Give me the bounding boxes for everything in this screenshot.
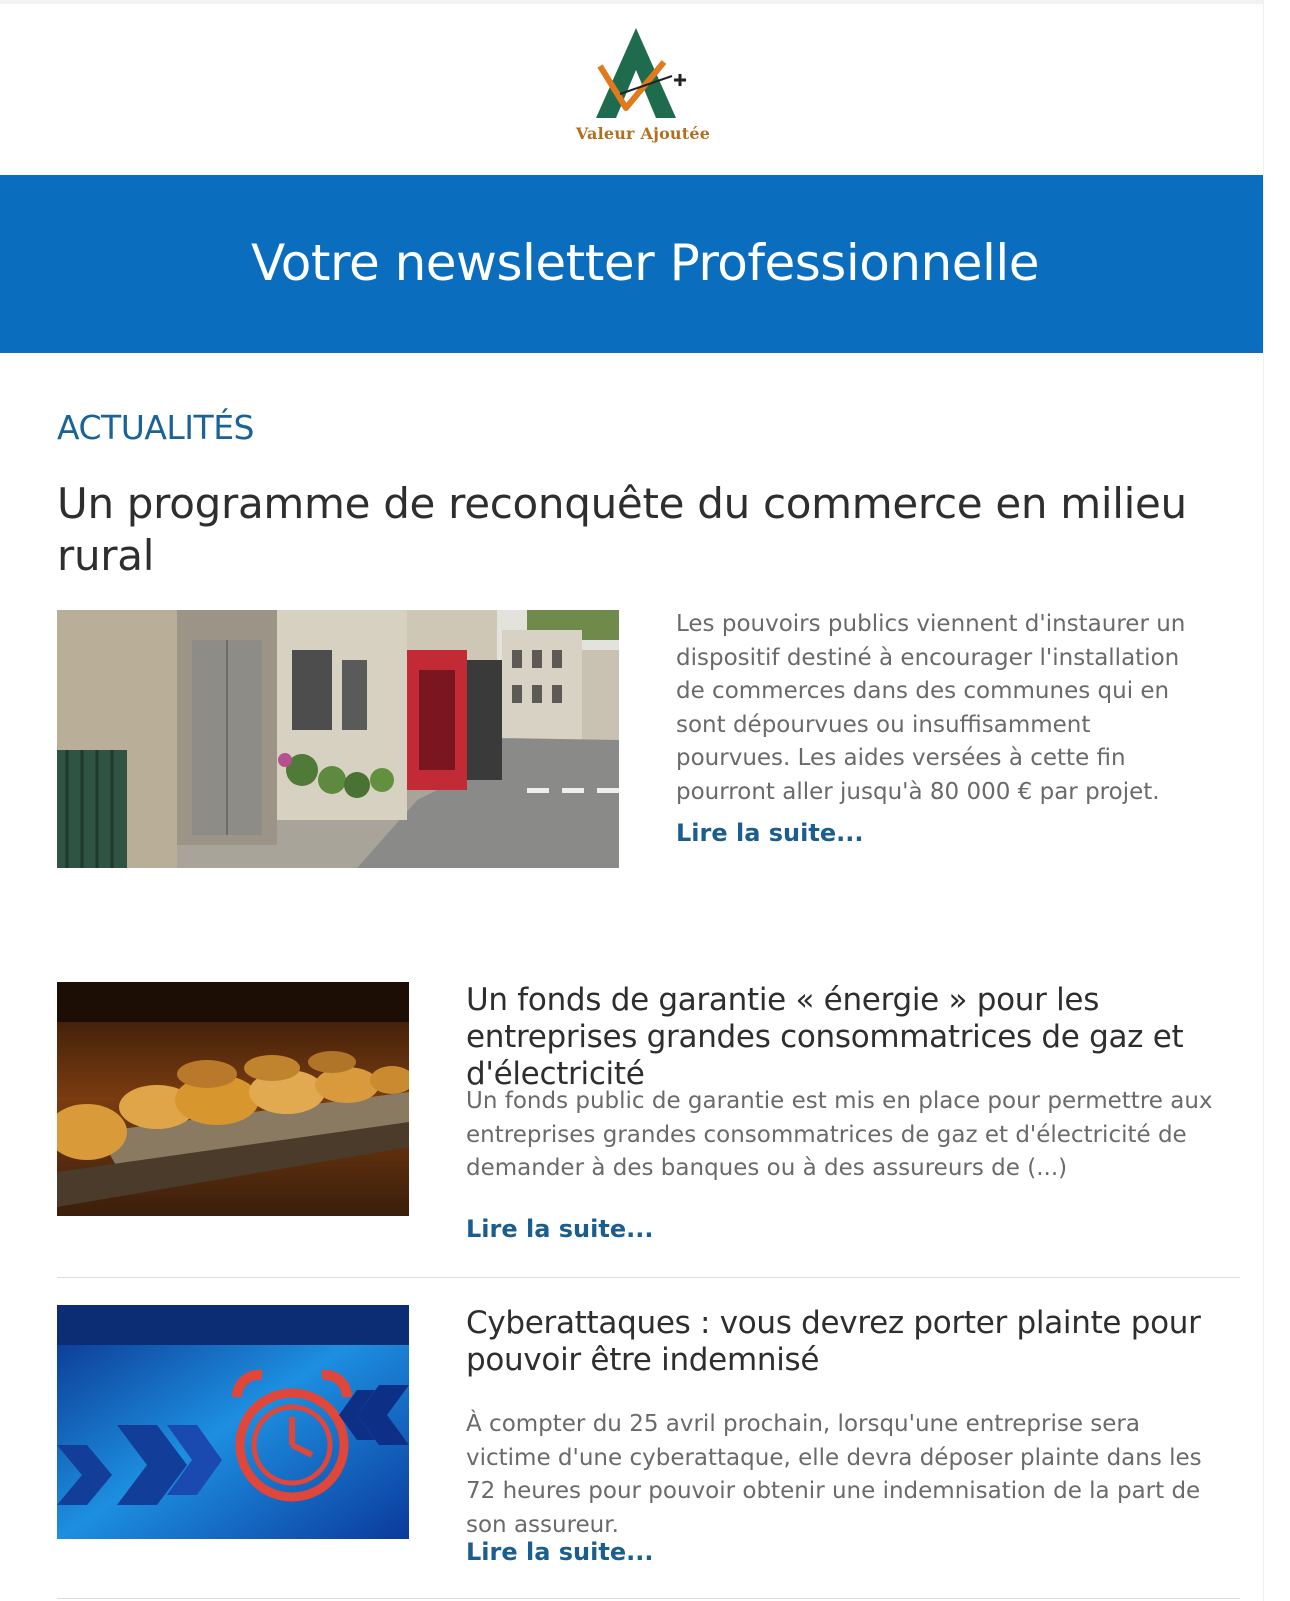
featured-excerpt: Les pouvoirs publics viennent d'instaurer un dispositif destiné à encourager l'installation de commerces dans des communes qui en sont dépourvues ou insuffisamment pourvues. Les aides versées à cette fin pourront aller jusqu'à 80 000 € par projet. (676, 611, 1186, 805)
article-divider (57, 1277, 1240, 1278)
featured-image[interactable] (57, 610, 619, 868)
scroll-track[interactable] (1263, 0, 1290, 1601)
top-edge (0, 0, 1290, 4)
article-title[interactable]: Un fonds de garantie « énergie » pour les entreprises grandes consommatrices de gaz et d'électricité (466, 982, 1184, 1092)
article-read-more-link[interactable]: Lire la suite... (466, 1538, 654, 1566)
banner-title: Votre newsletter Professionnelle (250, 234, 1040, 292)
croissant-oven-photo-icon (57, 982, 409, 1216)
header-banner (0, 175, 1290, 353)
logo-mark-icon (568, 22, 718, 127)
alarm-clock-screen-icon (57, 1305, 409, 1539)
article-excerpt: Un fonds public de garantie est mis en place pour permettre aux entreprises grandes consommatrices de gaz et d'électricité de demander à des banques ou à des assureurs de (...) (466, 1088, 1213, 1181)
article-divider (57, 1598, 1240, 1599)
article-title[interactable]: Cyberattaques : vous devrez porter plainte pour pouvoir être indemnisé (466, 1305, 1201, 1378)
article-read-more-link[interactable]: Lire la suite... (466, 1215, 654, 1243)
featured-title[interactable]: Un programme de reconquête du commerce en milieu rural (57, 479, 1187, 580)
brand-logo[interactable] (568, 22, 718, 152)
article-image-cyber-alarm[interactable] (57, 1305, 409, 1539)
section-label: ACTUALITÉS (57, 408, 254, 447)
article-excerpt: À compter du 25 avril prochain, lorsqu'une entreprise sera victime d'une cyberattaque, elle devra déposer plainte dans les 72 heures pour pouvoir obtenir une indemnisation de la part de son assureur. (466, 1411, 1202, 1538)
street-photo-icon (57, 610, 619, 868)
featured-read-more-link[interactable]: Lire la suite... (676, 819, 864, 847)
article-image-croissants[interactable] (57, 982, 409, 1216)
brand-name: Valeur Ajoutée (575, 124, 711, 143)
